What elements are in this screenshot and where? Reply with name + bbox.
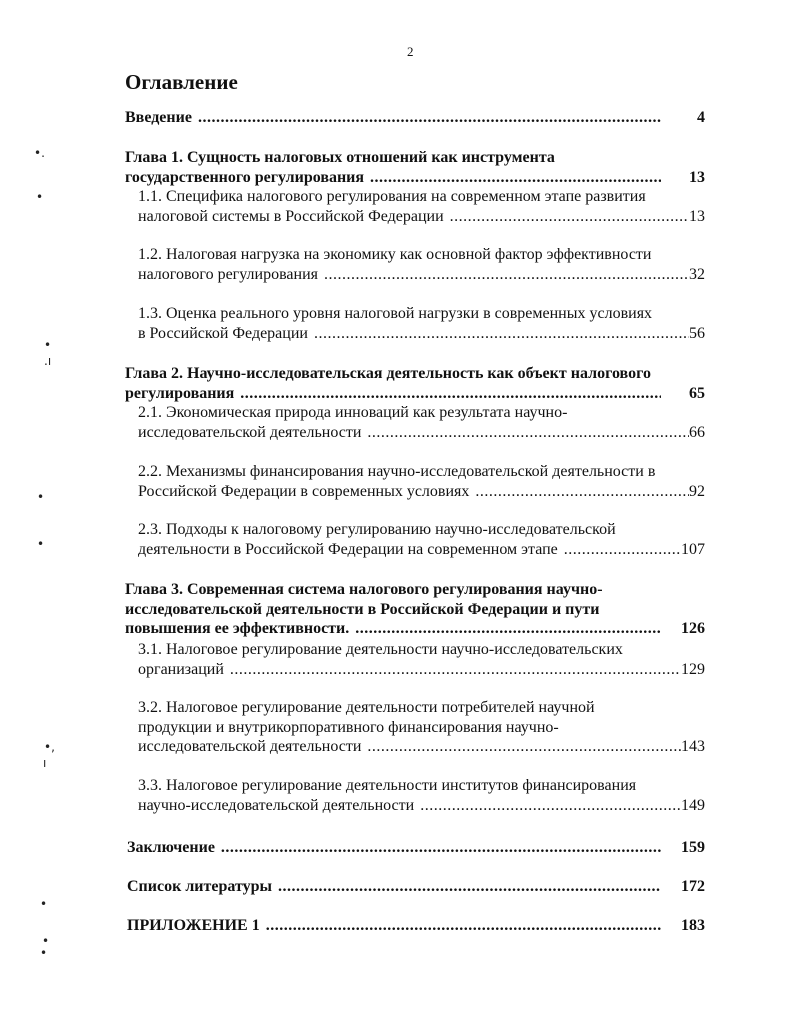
section-title-line: исследовательской деятельности <box>138 423 362 441</box>
dot-leader <box>230 660 681 680</box>
section-title-line: 2.1. Экономическая природа инноваций как результата научно- <box>138 404 568 421</box>
dot-leader <box>221 838 661 858</box>
dot-leader <box>420 796 681 816</box>
dot-leader <box>450 207 689 227</box>
toc-page-ref: 92 <box>689 482 705 500</box>
toc-section-2-2[interactable] <box>138 462 705 501</box>
toc-page-ref: 56 <box>689 324 705 342</box>
toc-entry-conclusion[interactable] <box>127 838 705 858</box>
section-title-line: в Российской Федерации <box>138 324 308 342</box>
dot-leader <box>266 916 661 936</box>
toc-page-ref: 107 <box>681 540 705 558</box>
dot-leader <box>198 108 661 128</box>
dot-leader <box>367 737 681 757</box>
scan-speck: • <box>36 190 44 204</box>
scan-speck: • <box>37 490 45 504</box>
section-title-line: 3.3. Налоговое регулирование деятельности институтов финансирования <box>138 777 637 794</box>
toc-page-ref: 13 <box>689 168 705 186</box>
toc-entry-label: Список литературы <box>127 878 272 895</box>
toc-page-ref: 65 <box>689 384 705 402</box>
dot-leader <box>314 324 689 344</box>
scan-speck: • <box>40 897 48 911</box>
section-title-line: 2.2. Механизмы финансирования научно-исследовательской деятельности в <box>138 463 656 480</box>
dot-leader <box>564 540 681 560</box>
section-title-line: научно-исследовательской деятельности <box>138 796 415 814</box>
toc-page-ref: 13 <box>689 207 705 225</box>
scan-speck: • <box>37 537 45 551</box>
toc-heading: Оглавление <box>125 70 238 94</box>
scan-speck: •. <box>34 146 45 160</box>
section-title-line: 1.3. Оценка реального уровня налоговой нагрузки в современных условиях <box>138 305 653 322</box>
toc-page-ref: 32 <box>689 265 705 283</box>
toc-section-3-3[interactable] <box>138 776 705 815</box>
chapter-title-line: Глава 3. Современная система налогового регулирования научно- <box>125 581 603 598</box>
toc-page-ref: 126 <box>681 620 705 637</box>
chapter-title-line: Глава 1. Сущность налоговых отношений как инструмента <box>125 149 555 166</box>
toc-chapter-1[interactable] <box>125 148 705 187</box>
toc-section-2-1[interactable] <box>138 403 705 442</box>
toc-page-ref: 172 <box>681 878 705 895</box>
section-title-line: налогового регулирования <box>138 265 318 283</box>
scan-speck: .ı <box>44 354 52 368</box>
section-title-line: налоговой системы в Российской Федерации <box>138 207 444 225</box>
dot-leader <box>278 877 661 897</box>
page-number: 2 <box>407 44 414 59</box>
dot-leader <box>324 265 689 285</box>
toc-chapter-3[interactable] <box>125 580 705 639</box>
chapter-title-line: государственного регулирования <box>125 168 365 186</box>
chapter-title-line: повышения ее эффективности. <box>125 620 350 637</box>
toc-entry-label: ПРИЛОЖЕНИЕ 1 <box>127 917 260 934</box>
dot-leader <box>367 423 689 443</box>
section-title-line: 1.1. Специфика налогового регулирования на современном этапе развития <box>138 188 646 205</box>
toc-entry-label: Заключение <box>127 839 215 856</box>
toc-section-1-3[interactable] <box>138 304 705 343</box>
scan-speck: • <box>40 946 48 960</box>
scan-speck: • <box>42 934 50 948</box>
toc-section-2-3[interactable] <box>138 520 705 559</box>
dot-leader <box>355 619 661 639</box>
toc-entry-appendix[interactable] <box>127 916 705 936</box>
section-title-line: исследовательской деятельности <box>138 738 362 755</box>
section-title-line: продукции и внутрикорпоративного финансирования научно- <box>138 718 559 736</box>
toc-page-ref: 66 <box>689 423 705 441</box>
toc-section-3-1[interactable] <box>138 640 705 679</box>
toc-page-ref: 4 <box>697 109 705 126</box>
section-title-line: 2.3. Подходы к налоговому регулированию научно-исследовательской <box>138 521 616 538</box>
section-title-line: Российской Федерации в современных условиях <box>138 482 470 500</box>
section-title-line: деятельности в Российской Федерации на современном этапе <box>138 540 558 558</box>
toc-page-ref: 129 <box>681 660 705 678</box>
toc-page-ref: 149 <box>681 796 705 814</box>
toc-section-1-1[interactable] <box>138 187 705 226</box>
dot-leader <box>240 384 661 404</box>
toc-page-ref: 143 <box>681 738 705 755</box>
chapter-title-line: Глава 2. Научно-исследовательская деятельность как объект налогового <box>125 365 651 382</box>
toc-entry-label: Введение <box>125 109 192 126</box>
section-title-line: 3.2. Налоговое регулирование деятельности потребителей научной <box>138 699 595 716</box>
scan-speck: •, <box>44 740 55 754</box>
scan-speck: ı <box>43 756 47 770</box>
section-title-line: организаций <box>138 660 224 678</box>
toc-section-1-2[interactable] <box>138 245 705 284</box>
section-title-line: 3.1. Налоговое регулирование деятельности научно-исследовательских <box>138 641 623 658</box>
scan-speck: • <box>44 338 52 352</box>
chapter-title-line: исследовательской деятельности в Российской Федерации и пути <box>125 600 600 618</box>
section-title-line: 1.2. Налоговая нагрузка на экономику как основной фактор эффективности <box>138 246 652 263</box>
dot-leader <box>370 168 661 188</box>
toc-page-ref: 183 <box>681 917 705 934</box>
toc-chapter-2[interactable] <box>125 364 705 403</box>
dot-leader <box>475 482 689 502</box>
chapter-title-line: регулирования <box>125 384 235 402</box>
toc-entry-intro[interactable] <box>125 108 705 128</box>
toc-section-3-2[interactable] <box>138 698 705 757</box>
toc-page-ref: 159 <box>681 839 705 856</box>
toc-entry-bibliography[interactable] <box>127 877 705 897</box>
